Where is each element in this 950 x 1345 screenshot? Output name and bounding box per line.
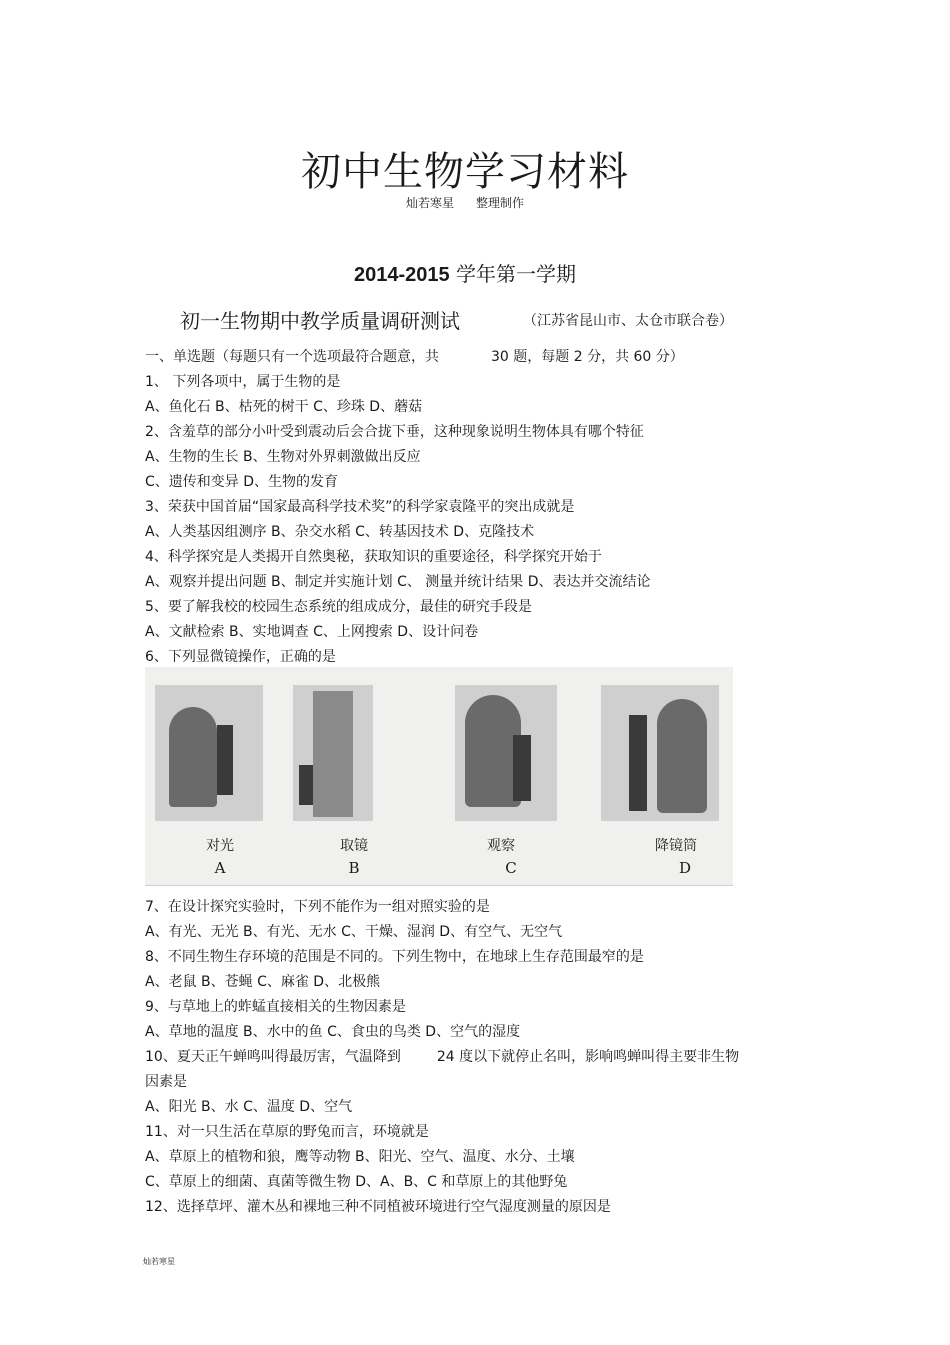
photo-c (455, 685, 557, 821)
question-line: 1、 下列各项中，属于生物的是 (145, 374, 341, 390)
subtitle-author: 灿若寒星 (405, 196, 454, 210)
question-10-a: 10、夏天正午蝉鸣叫得最厉害，气温降到 (145, 1049, 401, 1065)
document-subtitle (0, 194, 930, 211)
question-line: A、观察并提出问题 B、制定并实施计划 C、 测量并统计结果 D、表达并交流结论 (145, 574, 651, 590)
section-heading-b: 30 题，每题 2 分，共 60 分） (491, 349, 684, 365)
figure-letter: C (505, 859, 517, 877)
question-line-10 (145, 1046, 739, 1066)
photo-a (155, 685, 263, 821)
question-line: 8、不同生物生存环境的范围是不同的。下列生物中，在地球上生存范围最窄的是 (145, 949, 644, 965)
document-title: 初中生物学习材料 (301, 149, 629, 195)
figure-letter: D (678, 859, 692, 877)
question-line: A、草地的温度 B、水中的鱼 C、食虫的鸟类 D、空气的湿度 (145, 1024, 521, 1040)
question-line: 2、含羞草的部分小叶受到震动后会合拢下垂，这种现象说明生物体具有哪个特征 (145, 424, 644, 440)
question-line: C、遗传和变异 D、生物的发育 (145, 474, 339, 490)
figure-letter: A (214, 859, 226, 877)
question-line: A、有光、无光 B、有光、无水 C、干燥、湿润 D、有空气、无空气 (145, 924, 563, 940)
school-year (0, 258, 930, 287)
question-line: C、草原上的细菌、真菌等微生物 D、A、B、C 和草原上的其他野兔 (145, 1174, 568, 1190)
question-line: A、鱼化石 B、枯死的树干 C、珍珠 D、蘑菇 (145, 399, 423, 415)
figure-letter: B (348, 859, 360, 877)
question-line: A、文献检索 B、实地调查 C、上网搜索 D、设计问卷 (145, 624, 479, 640)
question-line: 4、科学探究是人类揭开自然奥秘，获取知识的重要途径，科学探究开始于 (145, 549, 602, 565)
question-line: 12、选择草坪、灌木丛和裸地三种不同植被环境进行空气湿度测量的原因是 (145, 1199, 611, 1215)
question-line: 6、下列显微镜操作，正确的是 (145, 649, 336, 665)
page-footer: 灿若寒星 (143, 1257, 175, 1266)
question-line: A、老鼠 B、苍蝇 C、麻雀 D、北极熊 (145, 974, 381, 990)
question-line: 7、在设计探究实验时，下列不能作为一组对照实验的是 (145, 899, 490, 915)
figure-caption: 观察 (487, 838, 515, 854)
question-line: A、人类基因组测序 B、杂交水稻 C、转基因技术 D、克隆技术 (145, 524, 535, 540)
exam-note: （江苏省昆山市、太仓市联合卷） (523, 313, 733, 329)
question-line: A、阳光 B、水 C、温度 D、空气 (145, 1099, 353, 1115)
section-heading (145, 346, 684, 366)
question-line: A、生物的生长 B、生物对外界刺激做出反应 (145, 449, 421, 465)
figure-caption: 对光 (206, 838, 234, 854)
section-heading-a: 一、单选题（每题只有一个选项最符合题意，共 (145, 349, 439, 365)
question-line: 因素是 (145, 1074, 187, 1090)
question-line: 5、要了解我校的校园生态系统的组成成分，最佳的研究手段是 (145, 599, 532, 615)
question-line: 9、与草地上的蚱蜢直接相关的生物因素是 (145, 999, 406, 1015)
question-line: 11、对一只生活在草原的野兔而言，环境就是 (145, 1124, 429, 1140)
figure-caption: 降镜筒 (655, 838, 697, 854)
question-line: A、草原上的植物和狼，鹰等动物 B、阳光、空气、温度、水分、土壤 (145, 1149, 575, 1165)
question-10-b: 24 度以下就停止名叫，影响鸣蝉叫得主要非生物 (436, 1049, 740, 1065)
subtitle-note: 整理制作 (476, 196, 525, 210)
question-line: 3、荣获中国首届“国家最高科学技术奖”的科学家袁隆平的突出成就是 (145, 499, 575, 515)
photo-d (601, 685, 719, 821)
exam-title: 初一生物期中教学质量调研测试 (180, 309, 460, 333)
school-year-range: 2014-2015 (353, 264, 450, 286)
figure-caption: 取镜 (340, 838, 368, 854)
school-year-term: 学年第一学期 (456, 262, 576, 286)
microscope-figure (145, 667, 733, 886)
photo-b (293, 685, 373, 821)
